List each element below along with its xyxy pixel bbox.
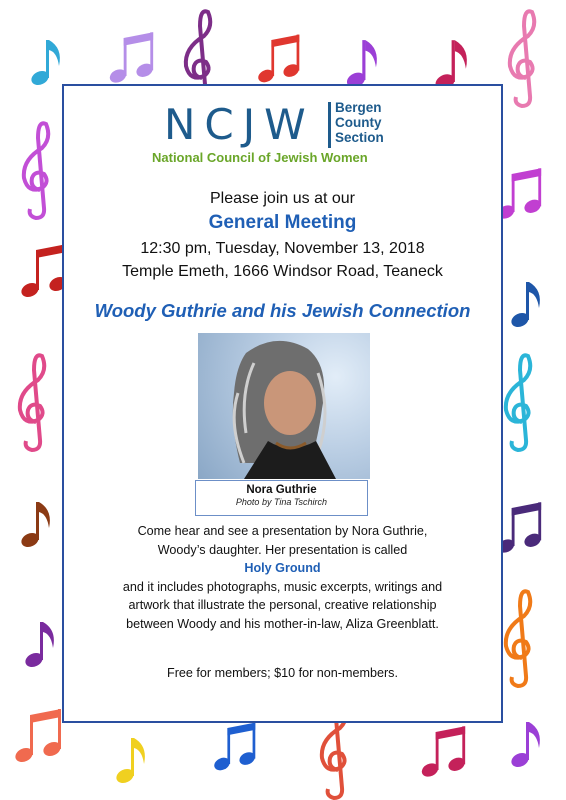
music-note-icon (509, 282, 540, 330)
description-line: artwork that illustrate the personal, creative relationship (128, 598, 437, 613)
treble-clef-icon (20, 355, 44, 450)
logo-subtitle: National Council of Jewish Women (152, 150, 368, 165)
pricing-info: Free for members; $10 for non-members. (167, 666, 398, 680)
music-note-icon (13, 709, 63, 765)
description-line: Woody’s daughter. Her presentation is called (157, 542, 408, 557)
presentation-title: Holy Ground (244, 561, 321, 576)
description-line: Come hear and see a presentation by Nora Guthrie, (137, 524, 428, 538)
description-line: between Woody and his mother-in-law, Aliza Greenblatt. (126, 616, 439, 631)
treble-clef-icon (506, 591, 530, 686)
ncjw-logo (152, 100, 414, 170)
treble-clef-icon (506, 355, 530, 450)
photo-caption (195, 480, 368, 516)
logo-letters: NCJW (164, 100, 315, 149)
meeting-datetime: 12:30 pm, Tuesday, November 13, 2018 (140, 240, 425, 257)
photo-credit: Photo by Tina Tschirch (235, 497, 328, 507)
speaker-name: Nora Guthrie (246, 484, 317, 496)
music-note-icon (256, 35, 301, 85)
invite-intro: Please join us at our (210, 190, 355, 207)
music-note-icon (29, 40, 60, 88)
music-note-icon (19, 502, 50, 550)
logo-section-line3: Section (335, 130, 384, 145)
treble-clef-icon (24, 123, 48, 218)
music-note-icon (114, 738, 145, 786)
music-note-icon (345, 40, 377, 90)
music-note-icon (108, 32, 155, 85)
treble-clef-icon (510, 11, 534, 106)
music-note-icon (23, 622, 54, 670)
music-note-icon (509, 722, 540, 770)
speaker-photo (198, 333, 370, 479)
music-note-icon (212, 723, 257, 773)
logo-section-line2: County (335, 115, 382, 130)
meeting-location: Temple Emeth, 1666 Windsor Road, Teaneck (122, 263, 443, 280)
meeting-heading: General Meeting (208, 212, 357, 233)
music-note-icon (420, 726, 467, 779)
logo-section-line1: Bergen (335, 100, 382, 115)
event-title: Woody Guthrie and his Jewish Connection (94, 300, 471, 321)
logo-divider (328, 102, 331, 148)
description-line: and it includes photographs, music excerpts, writings and (122, 579, 443, 594)
event-description (64, 522, 501, 634)
logo-section-name (335, 100, 384, 145)
